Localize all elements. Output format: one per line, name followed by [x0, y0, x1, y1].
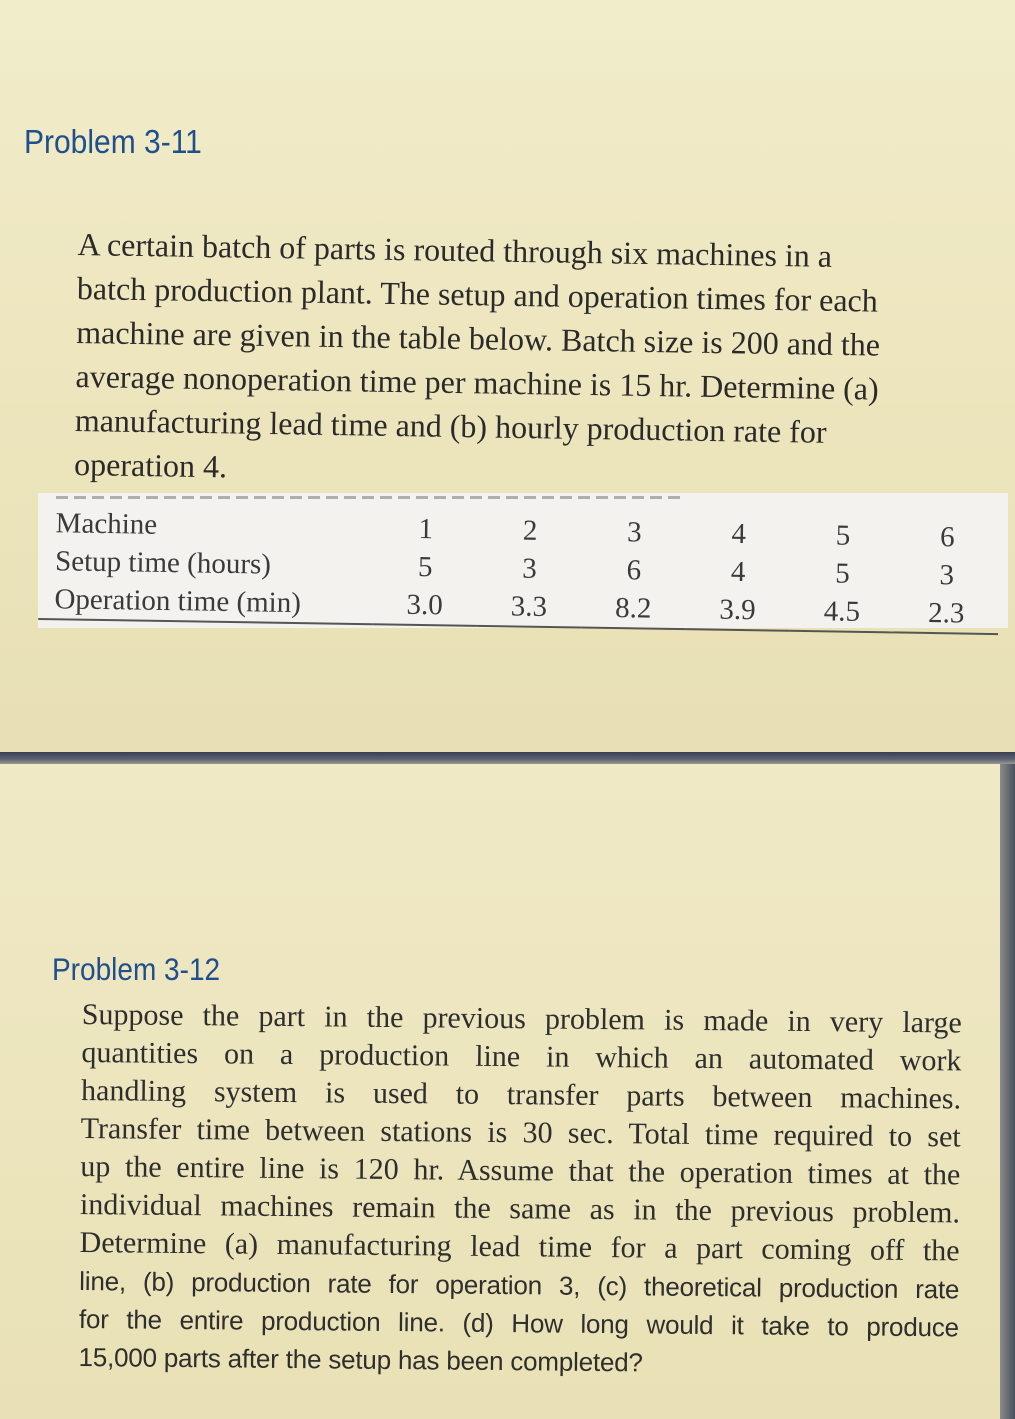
text-line: for the entire production line. (d) How long would it take to produce [78, 1303, 960, 1343]
table-cell: 4.5 [789, 592, 894, 633]
table-top-rule [56, 496, 684, 499]
table-cell: 4 [730, 555, 746, 588]
text-line: up the entire line is 120 hr. Assume that the operation times at the [80, 1149, 961, 1192]
table-cell: 4 [731, 517, 747, 550]
text-line: 15,000 parts after the setup has been completed? [78, 1341, 643, 1378]
text-line: line, (b) production rate for operation 3, (c) theoretical production rate [79, 1265, 960, 1305]
page-divider [0, 752, 1015, 764]
table-cell: 3 [522, 552, 538, 585]
table-cell: 5 [835, 519, 851, 552]
text-line: average nonoperation time per machine is 15 hr. Determine (a) [75, 357, 879, 407]
text-line: Transfer time between stations is 30 sec. Total time required to set [80, 1111, 961, 1154]
text-line: batch production plant. The setup and operation times for each [76, 269, 879, 319]
text-line: operation 4. [73, 445, 228, 485]
text-line: manufacturing lead time and (b) hourly production rate for [74, 401, 827, 450]
problem-3-12-text [78, 996, 962, 1384]
row-label: Setup time (hours) [54, 544, 272, 581]
text-line: machine are given in the table below. Batch size is 200 and the [75, 313, 881, 363]
problem-3-11-text [74, 222, 983, 500]
table-cell: 1 [418, 512, 434, 545]
problem-3-12-title: Problem 3-12 [52, 952, 221, 987]
text-line: handling system is used to transfer parts between machines. [80, 1073, 962, 1116]
problem-3-11-title: Problem 3-11 [24, 124, 202, 161]
row-label: Machine [55, 506, 158, 541]
table-cell: 3 [939, 558, 955, 591]
text-line: individual machines remain the same as in the previous problem. [79, 1187, 961, 1230]
table-cell: 8.2 [581, 589, 686, 630]
table-cell: 5 [834, 557, 850, 590]
text-line: Suppose the part in the previous problem is made in very large [81, 997, 962, 1040]
table-cell: 3.9 [685, 590, 790, 631]
text-line: quantities on a production line in which an automated work [81, 1035, 962, 1078]
table-cell: 2 [522, 514, 538, 547]
text-line: A certain batch of parts is routed through six machines in a [77, 225, 833, 274]
table-cell: 6 [626, 553, 642, 586]
table-cell: 6 [939, 520, 955, 553]
row-label: Operation time (min) [38, 580, 373, 624]
machine-times-table [38, 504, 1000, 635]
table-cell: 3.0 [372, 585, 477, 626]
text-line: Determine (a) manufacturing lead time for a part coming off the [79, 1225, 960, 1268]
table-cell: 5 [417, 550, 433, 583]
table-cell: 3 [626, 515, 642, 548]
table-cell: 3.3 [476, 587, 581, 628]
right-edge-shadow [1000, 764, 1015, 1419]
table-cell: 2.3 [894, 593, 999, 634]
